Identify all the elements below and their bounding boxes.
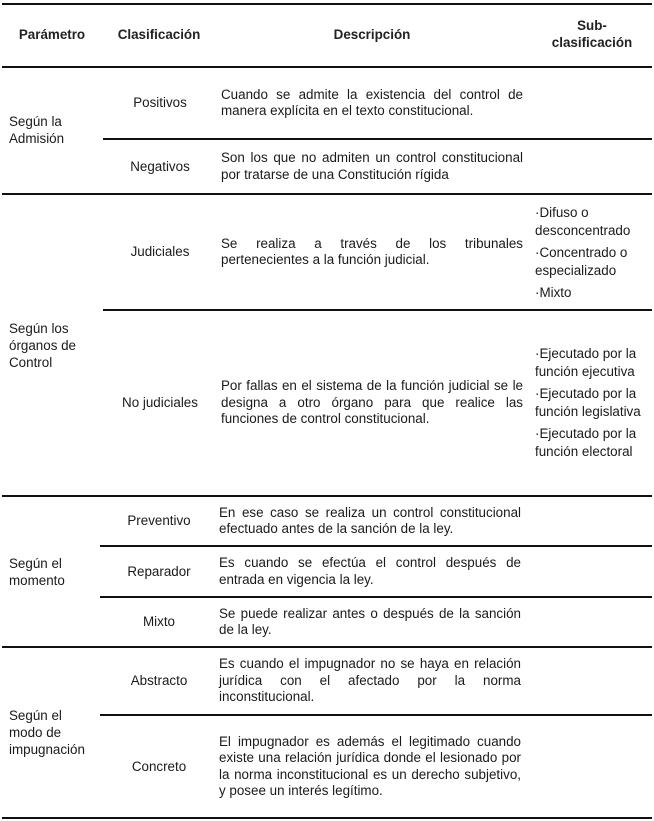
table-row-concreto-descripcion: [219, 716, 524, 817]
header-descripcion-label: Descripción: [333, 26, 411, 42]
parametro-label: Según los órganos de Control: [9, 320, 77, 370]
group-parametro-organos: [9, 195, 101, 495]
table-row-abstracto-clasificacion: [100, 648, 218, 714]
header-subclasificacion: [530, 14, 654, 54]
subclasificacion-list: [535, 345, 647, 461]
subclasificacion-item: ·Concentrado o especializado: [535, 245, 628, 278]
table-row-abstracto-descripcion: [219, 648, 524, 714]
group-parametro-admision: [9, 67, 101, 193]
descripcion-text: Por fallas en el sistema de la función judicial se le designa a otro órgano para que realice las funciones de control constitucional.: [221, 378, 523, 427]
descripcion-text: Son los que no admiten un control constitucional por tratarse de una Constitución rígida: [221, 150, 523, 182]
descripcion-text: Es cuando el impugnador no se haya en relación jurídica con el afectado por la norma inconstitucional.: [219, 656, 521, 705]
clasificacion-label: Abstracto: [130, 673, 188, 688]
clasificacion-label: Negativos: [130, 158, 190, 174]
subclasificacion-item: ·Ejecutado por la función legislativa: [535, 386, 641, 419]
clasificacion-label: Mixto: [143, 614, 175, 629]
parametro-label: Según la Admisión: [9, 114, 65, 146]
table-row-preventivo-descripcion: [219, 497, 524, 545]
subclasificacion-item: ·Ejecutado por la función ejecutiva: [535, 346, 637, 379]
table-row-mixto-clasificacion: [100, 598, 218, 646]
header-clasificacion-label: Clasificación: [117, 26, 201, 42]
parametro-label: Según el modo de impugnación: [9, 708, 85, 757]
clasificacion-label: Concreto: [131, 758, 187, 774]
table-bottom-border: [2, 817, 652, 819]
table-row-mixto-descripcion: [219, 598, 524, 646]
header-descripcion: [218, 16, 526, 52]
table-top-border: [2, 3, 652, 5]
descripcion-text: Se puede realizar antes o después de la sanción de la ley.: [219, 605, 521, 637]
clasificacion-label: No judiciales: [122, 395, 198, 410]
table-row-concreto-clasificacion: [100, 716, 218, 817]
table-row-nojudiciales-clasificacion: [100, 311, 220, 495]
descripcion-text: En ese caso se realiza un control constitucional efectuado antes de la sanción de la ley.: [219, 504, 521, 536]
clasificacion-label: Positivos: [133, 95, 187, 110]
clasificacion-label: Judiciales: [130, 244, 190, 259]
table-row-negativos-descripcion: [221, 140, 526, 193]
header-clasificacion: [100, 16, 218, 52]
table-row-preventivo-clasificacion: [100, 497, 218, 545]
table-row-nojudiciales-descripcion: [221, 311, 526, 495]
header-parametro-label: Parámetro: [18, 26, 86, 42]
header-parametro: [2, 16, 102, 52]
subclasificacion-item: ·Ejecutado por la función electoral: [535, 426, 637, 459]
group-parametro-momento: [9, 497, 101, 646]
table-row-positivos-clasificacion: [100, 68, 220, 138]
subclasificacion-item: ·Difuso o desconcentrado: [535, 205, 631, 238]
table-row-nojudiciales-subclasificacion: [535, 315, 647, 491]
descripcion-text: El impugnador es además el legitimado cuando existe una relación jurídica donde el lesionado por la norma inconstitucional es un derecho subjetivo, y posee un interés legítimo.: [219, 733, 521, 798]
descripcion-text: Cuando se admite la existencia del control de manera explícita en el texto constitucional.: [221, 86, 523, 118]
group-parametro-impugnacion: [9, 648, 101, 817]
clasificacion-label: Preventivo: [127, 513, 191, 528]
table-row-reparador-clasificacion: [100, 547, 218, 596]
subclasificacion-item: ·Mixto: [535, 285, 572, 300]
parametro-label: Según el momento: [9, 555, 65, 588]
descripcion-text: Es cuando se efectúa el control después de entrada en vigencia la ley.: [219, 555, 521, 587]
header-subclasificacion-line1: Sub-: [577, 18, 607, 33]
table-row-reparador-descripcion: [219, 547, 524, 596]
clasificacion-label: Reparador: [127, 563, 191, 579]
table-row-negativos-clasificacion: [100, 140, 220, 193]
subclasificacion-list: [535, 204, 653, 302]
table-row-positivos-descripcion: [221, 68, 526, 138]
descripcion-text: Se realiza a través de los tribunales pertenecientes a la función judicial.: [221, 235, 523, 267]
table-row-judiciales-subclasificacion: [535, 200, 653, 306]
table-row-judiciales-clasificacion: [100, 196, 220, 308]
header-subclasificacion-line2: clasificación: [551, 35, 633, 50]
table-row-judiciales-descripcion: [221, 196, 526, 308]
